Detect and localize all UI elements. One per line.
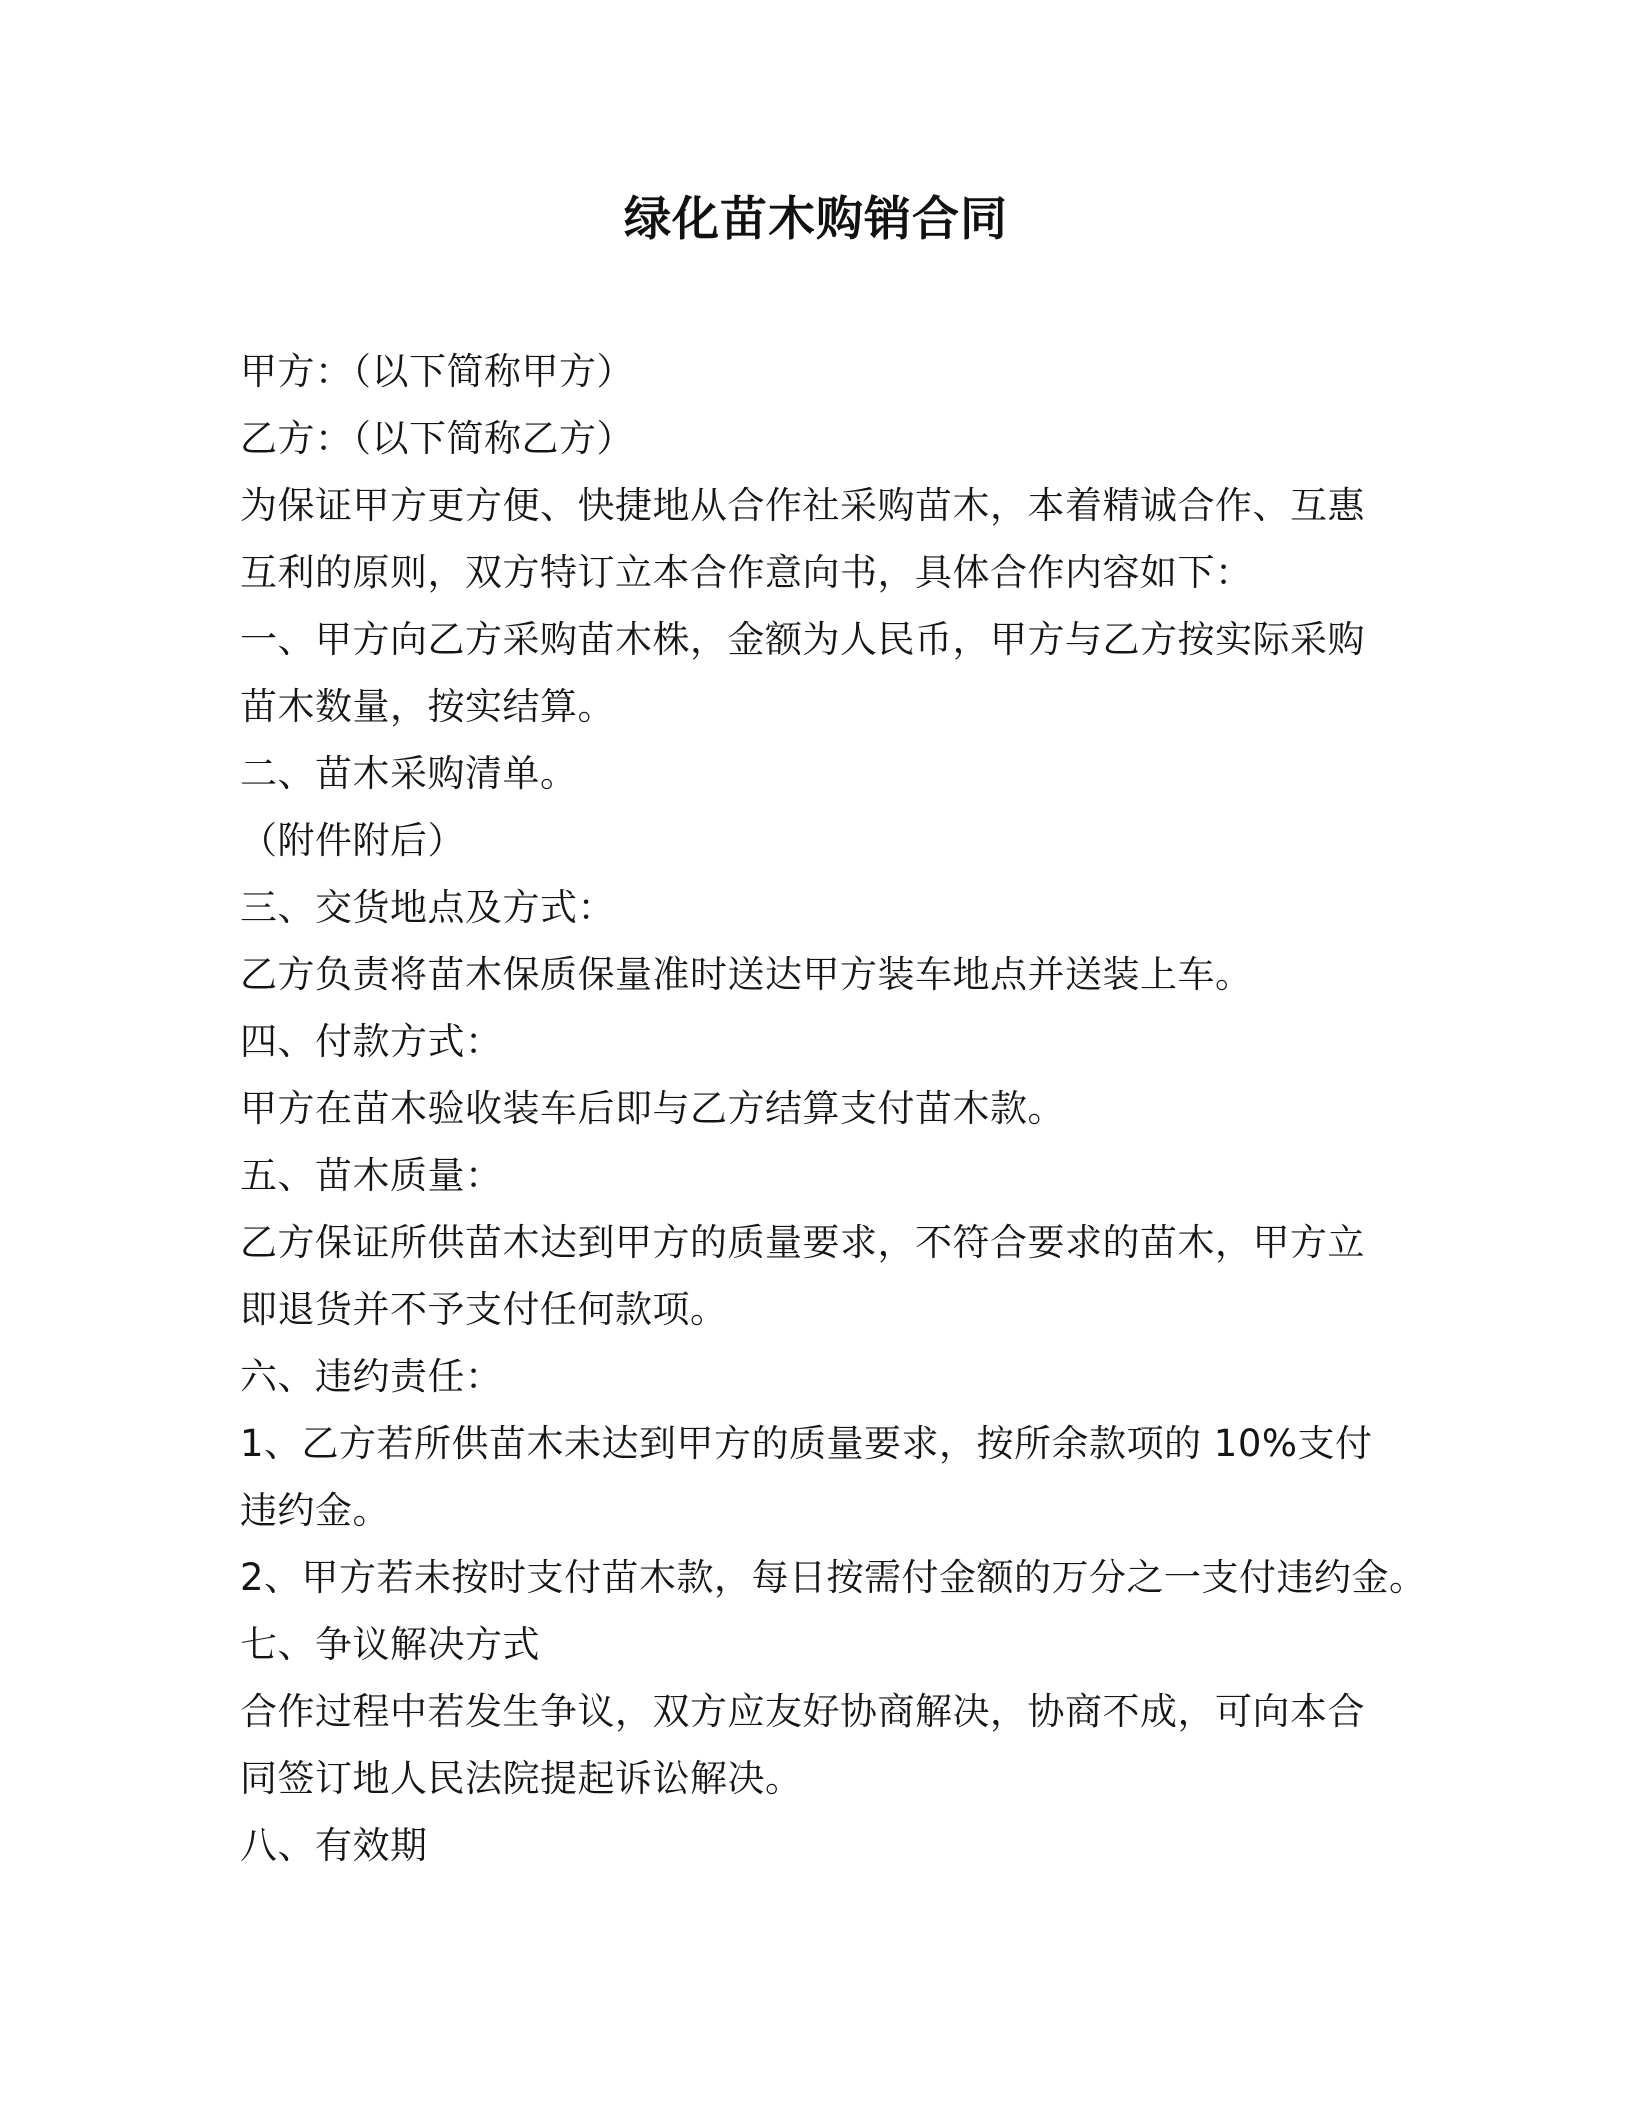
- clause-3-body: 乙方负责将苗木保质保量准时送达甲方装车地点并送装上车。: [240, 953, 1253, 996]
- clause-3-heading: 三、交货地点及方式：: [240, 886, 615, 929]
- clause-5-body-line-1: 乙方保证所供苗木达到甲方的质量要求，不符合要求的苗木，甲方立: [240, 1221, 1365, 1264]
- clause-8-heading: 八、有效期: [240, 1824, 428, 1867]
- clause-4-body: 甲方在苗木验收装车后即与乙方结算支付苗木款。: [240, 1087, 1065, 1130]
- clause-5-body-line-2: 即退货并不予支付任何款项。: [240, 1288, 728, 1331]
- clause-1-line-1: 一、甲方向乙方采购苗木株，金额为人民币，甲方与乙方按实际采购: [240, 618, 1365, 661]
- preamble-line-2: 互利的原则，双方特订立本合作意向书，具体合作内容如下：: [240, 551, 1253, 594]
- clause-5-heading: 五、苗木质量：: [240, 1154, 503, 1197]
- clause-2-note: （附件附后）: [240, 819, 465, 862]
- party-a-line: 甲方：（以下简称甲方）: [240, 350, 634, 393]
- clause-6-heading: 六、违约责任：: [240, 1355, 503, 1398]
- preamble-line-1: 为保证甲方更方便、快捷地从合作社采购苗木，本着精诚合作、互惠: [240, 484, 1365, 527]
- clause-7-body-line-1: 合作过程中若发生争议，双方应友好协商解决，协商不成，可向本合: [240, 1690, 1365, 1733]
- clause-7-body-line-2: 同签订地人民法院提起诉讼解决。: [240, 1757, 803, 1800]
- clause-2-heading: 二、苗木采购清单。: [240, 752, 578, 795]
- party-b-line: 乙方：（以下简称乙方）: [240, 417, 634, 460]
- clause-6-item-1-line-1: 1、乙方若所供苗木未达到甲方的质量要求，按所余款项的 10%支付: [240, 1422, 1373, 1465]
- clause-4-heading: 四、付款方式：: [240, 1020, 503, 1063]
- document-title: 绿化苗木购销合同: [624, 192, 1008, 247]
- clause-6-item-2: 2、甲方若未按时支付苗木款，每日按需付金额的万分之一支付违约金。: [240, 1556, 1427, 1599]
- clause-1-line-2: 苗木数量，按实结算。: [240, 685, 615, 728]
- clause-6-item-1-line-2: 违约金。: [240, 1489, 390, 1532]
- clause-7-heading: 七、争议解决方式: [240, 1623, 540, 1666]
- document-body: [240, 338, 1427, 1879]
